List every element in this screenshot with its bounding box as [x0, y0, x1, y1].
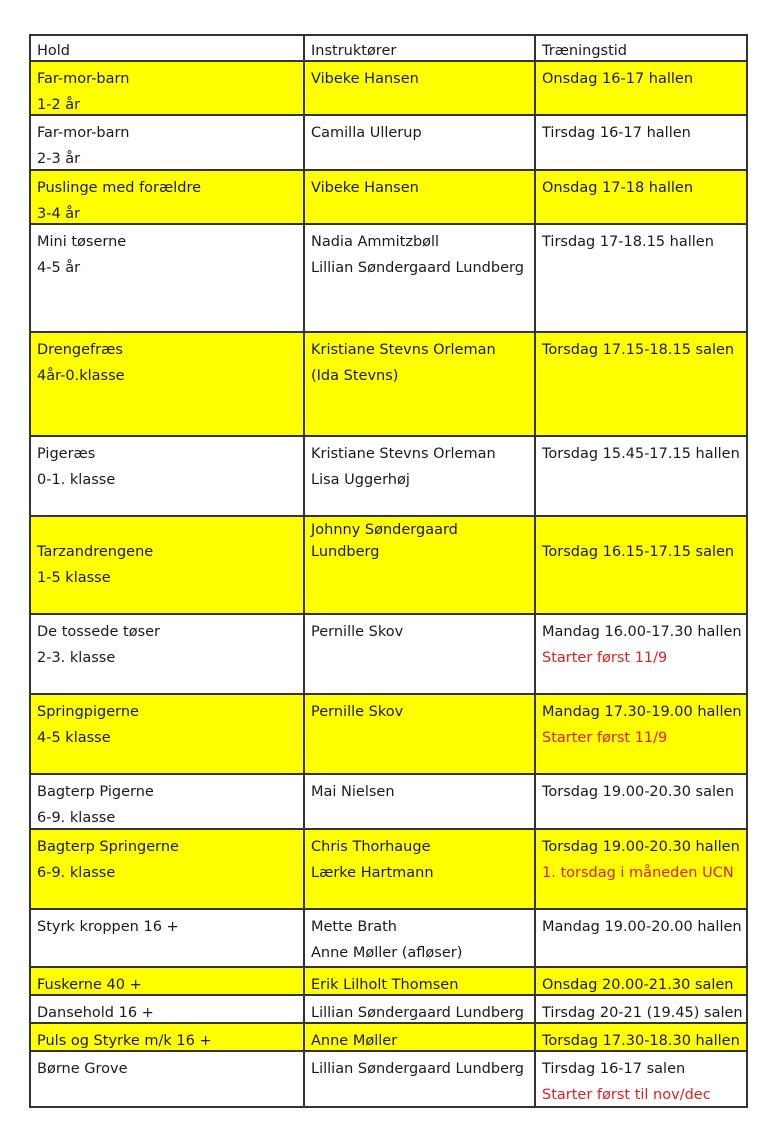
instructors-cell: [305, 996, 536, 1022]
training-time: Torsdag 17.30-18.30 hallen: [542, 1033, 740, 1049]
time-cell: [536, 695, 746, 773]
instructor-name: Chris Thorhauge: [311, 839, 431, 855]
hold-cell: [31, 910, 305, 966]
table-row: [29, 225, 748, 333]
hold-cell: [31, 517, 305, 613]
training-time: Onsdag 17-18 hallen: [542, 180, 694, 196]
hold-name: 4-5 år: [37, 260, 81, 276]
instructors-cell: [305, 830, 536, 908]
time-cell: [536, 996, 746, 1022]
instructor-name: Lisa Uggerhøj: [311, 472, 410, 488]
table-row: [29, 695, 748, 775]
hold-name: 4år-0.klasse: [37, 368, 125, 384]
hold-name: Dansehold 16 +: [37, 1005, 154, 1021]
instructor-name: Lærke Hartmann: [311, 865, 434, 881]
hold-name: Far-mor-barn: [37, 71, 130, 87]
table-row: [29, 996, 748, 1024]
hold-cell: [31, 171, 305, 223]
hold-name: Far-mor-barn: [37, 125, 130, 141]
hold-cell: [31, 996, 305, 1022]
hold-name: De tossede tøser: [37, 624, 161, 640]
table-row: [29, 830, 748, 910]
hold-cell: [31, 62, 305, 114]
training-time: Mandag 19.00-20.00 hallen: [542, 919, 742, 935]
hold-name: 2-3 år: [37, 151, 81, 167]
instructors-cell: [305, 437, 536, 515]
table-row: [29, 615, 748, 695]
hold-cell: [31, 437, 305, 515]
hold-cell: [31, 1052, 305, 1106]
hold-name: Drengefræs: [37, 342, 123, 358]
table-row: [29, 517, 748, 615]
header-instructors: Instruktører: [305, 36, 536, 60]
hold-cell: [31, 830, 305, 908]
instructor-name: Lundberg: [311, 544, 380, 560]
hold-name: 3-4 år: [37, 206, 81, 222]
instructor-name: Pernille Skov: [311, 624, 404, 640]
instructor-name: Johnny Søndergaard: [311, 522, 458, 538]
hold-cell: [31, 1024, 305, 1050]
instructor-name: Lillian Søndergaard Lundberg: [311, 1061, 524, 1077]
instructors-cell: [305, 62, 536, 114]
table-row: [29, 116, 748, 171]
time-cell: [536, 517, 746, 613]
time-cell: [536, 775, 746, 828]
hold-cell: [31, 695, 305, 773]
training-note: Starter først til nov/dec: [542, 1087, 711, 1103]
training-time: Onsdag 16-17 hallen: [542, 71, 694, 87]
hold-cell: [31, 775, 305, 828]
hold-name: 6-9. klasse: [37, 810, 116, 826]
training-time: Tirsdag 17-18.15 hallen: [542, 234, 714, 250]
hold-cell: [31, 225, 305, 331]
instructors-cell: [305, 225, 536, 331]
time-cell: [536, 1024, 746, 1050]
time-cell: [536, 225, 746, 331]
training-note: Starter først 11/9: [542, 650, 668, 666]
table-row: [29, 171, 748, 225]
instructors-cell: [305, 116, 536, 169]
instructors-cell: [305, 333, 536, 435]
instructor-name: Nadia Ammitzbøll: [311, 234, 440, 250]
instructor-name: Pernille Skov: [311, 704, 404, 720]
instructors-cell: [305, 775, 536, 828]
table-row: [29, 437, 748, 517]
hold-name: 1-5 klasse: [37, 570, 111, 586]
table-row: [29, 333, 748, 437]
time-cell: [536, 910, 746, 966]
hold-name: Styrk kroppen 16 +: [37, 919, 179, 935]
hold-name: 1-2 år: [37, 97, 81, 113]
hold-name: Puls og Styrke m/k 16 +: [37, 1033, 212, 1049]
table-row: [29, 62, 748, 116]
table-row: [29, 910, 748, 968]
table-row: [29, 1052, 748, 1108]
time-cell: [536, 437, 746, 515]
hold-name: Tarzandrengene: [37, 544, 154, 560]
training-time: Torsdag 17.15-18.15 salen: [542, 342, 735, 358]
instructors-cell: [305, 1024, 536, 1050]
training-note: 1. torsdag i måneden UCN: [542, 865, 734, 881]
training-time: Torsdag 19.00-20.30 salen: [542, 784, 735, 800]
time-cell: [536, 830, 746, 908]
instructors-cell: [305, 517, 536, 613]
time-cell: [536, 615, 746, 693]
training-time: Tirsdag 16-17 salen: [542, 1061, 686, 1077]
instructor-name: Anne Møller: [311, 1033, 398, 1049]
instructors-cell: [305, 1052, 536, 1106]
table-row: [29, 775, 748, 830]
schedule-table: [29, 34, 748, 1108]
hold-name: 4-5 klasse: [37, 730, 111, 746]
hold-name: Børne Grove: [37, 1061, 128, 1077]
hold-name: Bagterp Pigerne: [37, 784, 154, 800]
table-row: [29, 968, 748, 996]
hold-cell: [31, 968, 305, 994]
hold-name: Bagterp Springerne: [37, 839, 179, 855]
training-time: Tirsdag 16-17 hallen: [542, 125, 691, 141]
hold-name: Mini tøserne: [37, 234, 127, 250]
instructor-name: Vibeke Hansen: [311, 180, 419, 196]
time-cell: [536, 1052, 746, 1106]
training-time: Torsdag 19.00-20.30 hallen: [542, 839, 740, 855]
training-time: Torsdag 15.45-17.15 hallen: [542, 446, 740, 462]
hold-cell: [31, 615, 305, 693]
time-cell: [536, 62, 746, 114]
training-time: Onsdag 20.00-21.30 salen: [542, 977, 734, 993]
training-time: Mandag 17.30-19.00 hallen: [542, 704, 742, 720]
instructor-name: Kristiane Stevns Orleman: [311, 342, 496, 358]
training-time: Mandag 16.00-17.30 hallen: [542, 624, 742, 640]
training-time: Tirsdag 20-21 (19.45) salen: [542, 1005, 743, 1021]
instructor-name: Kristiane Stevns Orleman: [311, 446, 496, 462]
instructor-name: Lillian Søndergaard Lundberg: [311, 260, 524, 276]
instructor-name: Erik Lilholt Thomsen: [311, 977, 459, 993]
instructor-name: Mai Nielsen: [311, 784, 395, 800]
hold-name: Springpigerne: [37, 704, 139, 720]
instructors-cell: [305, 171, 536, 223]
instructor-name: Mette Brath: [311, 919, 398, 935]
hold-name: Pigeræs: [37, 446, 96, 462]
hold-cell: [31, 333, 305, 435]
table-row: [29, 1024, 748, 1052]
hold-name: Fuskerne 40 +: [37, 977, 142, 993]
instructor-name: Camilla Ullerup: [311, 125, 422, 141]
header-time: Træningstid: [542, 43, 628, 59]
instructors-cell: [305, 910, 536, 966]
instructor-name: Anne Møller (afløser): [311, 945, 463, 961]
instructors-cell: [305, 968, 536, 994]
instructor-name: (Ida Stevns): [311, 368, 399, 384]
hold-name: Puslinge med forældre: [37, 180, 202, 196]
time-cell: [536, 968, 746, 994]
instructors-cell: [305, 695, 536, 773]
header-row: [29, 34, 748, 62]
instructor-name: Lillian Søndergaard Lundberg: [311, 1005, 524, 1021]
header-hold: Hold: [31, 36, 305, 60]
hold-name: 6-9. klasse: [37, 865, 116, 881]
training-note: Starter først 11/9: [542, 730, 668, 746]
hold-name: 0-1. klasse: [37, 472, 116, 488]
hold-name: 2-3. klasse: [37, 650, 116, 666]
instructors-cell: [305, 615, 536, 693]
time-cell: [536, 333, 746, 435]
hold-cell: [31, 116, 305, 169]
training-time: Torsdag 16.15-17.15 salen: [542, 544, 735, 560]
instructor-name: Vibeke Hansen: [311, 71, 419, 87]
time-cell: [536, 171, 746, 223]
time-cell: [536, 116, 746, 169]
